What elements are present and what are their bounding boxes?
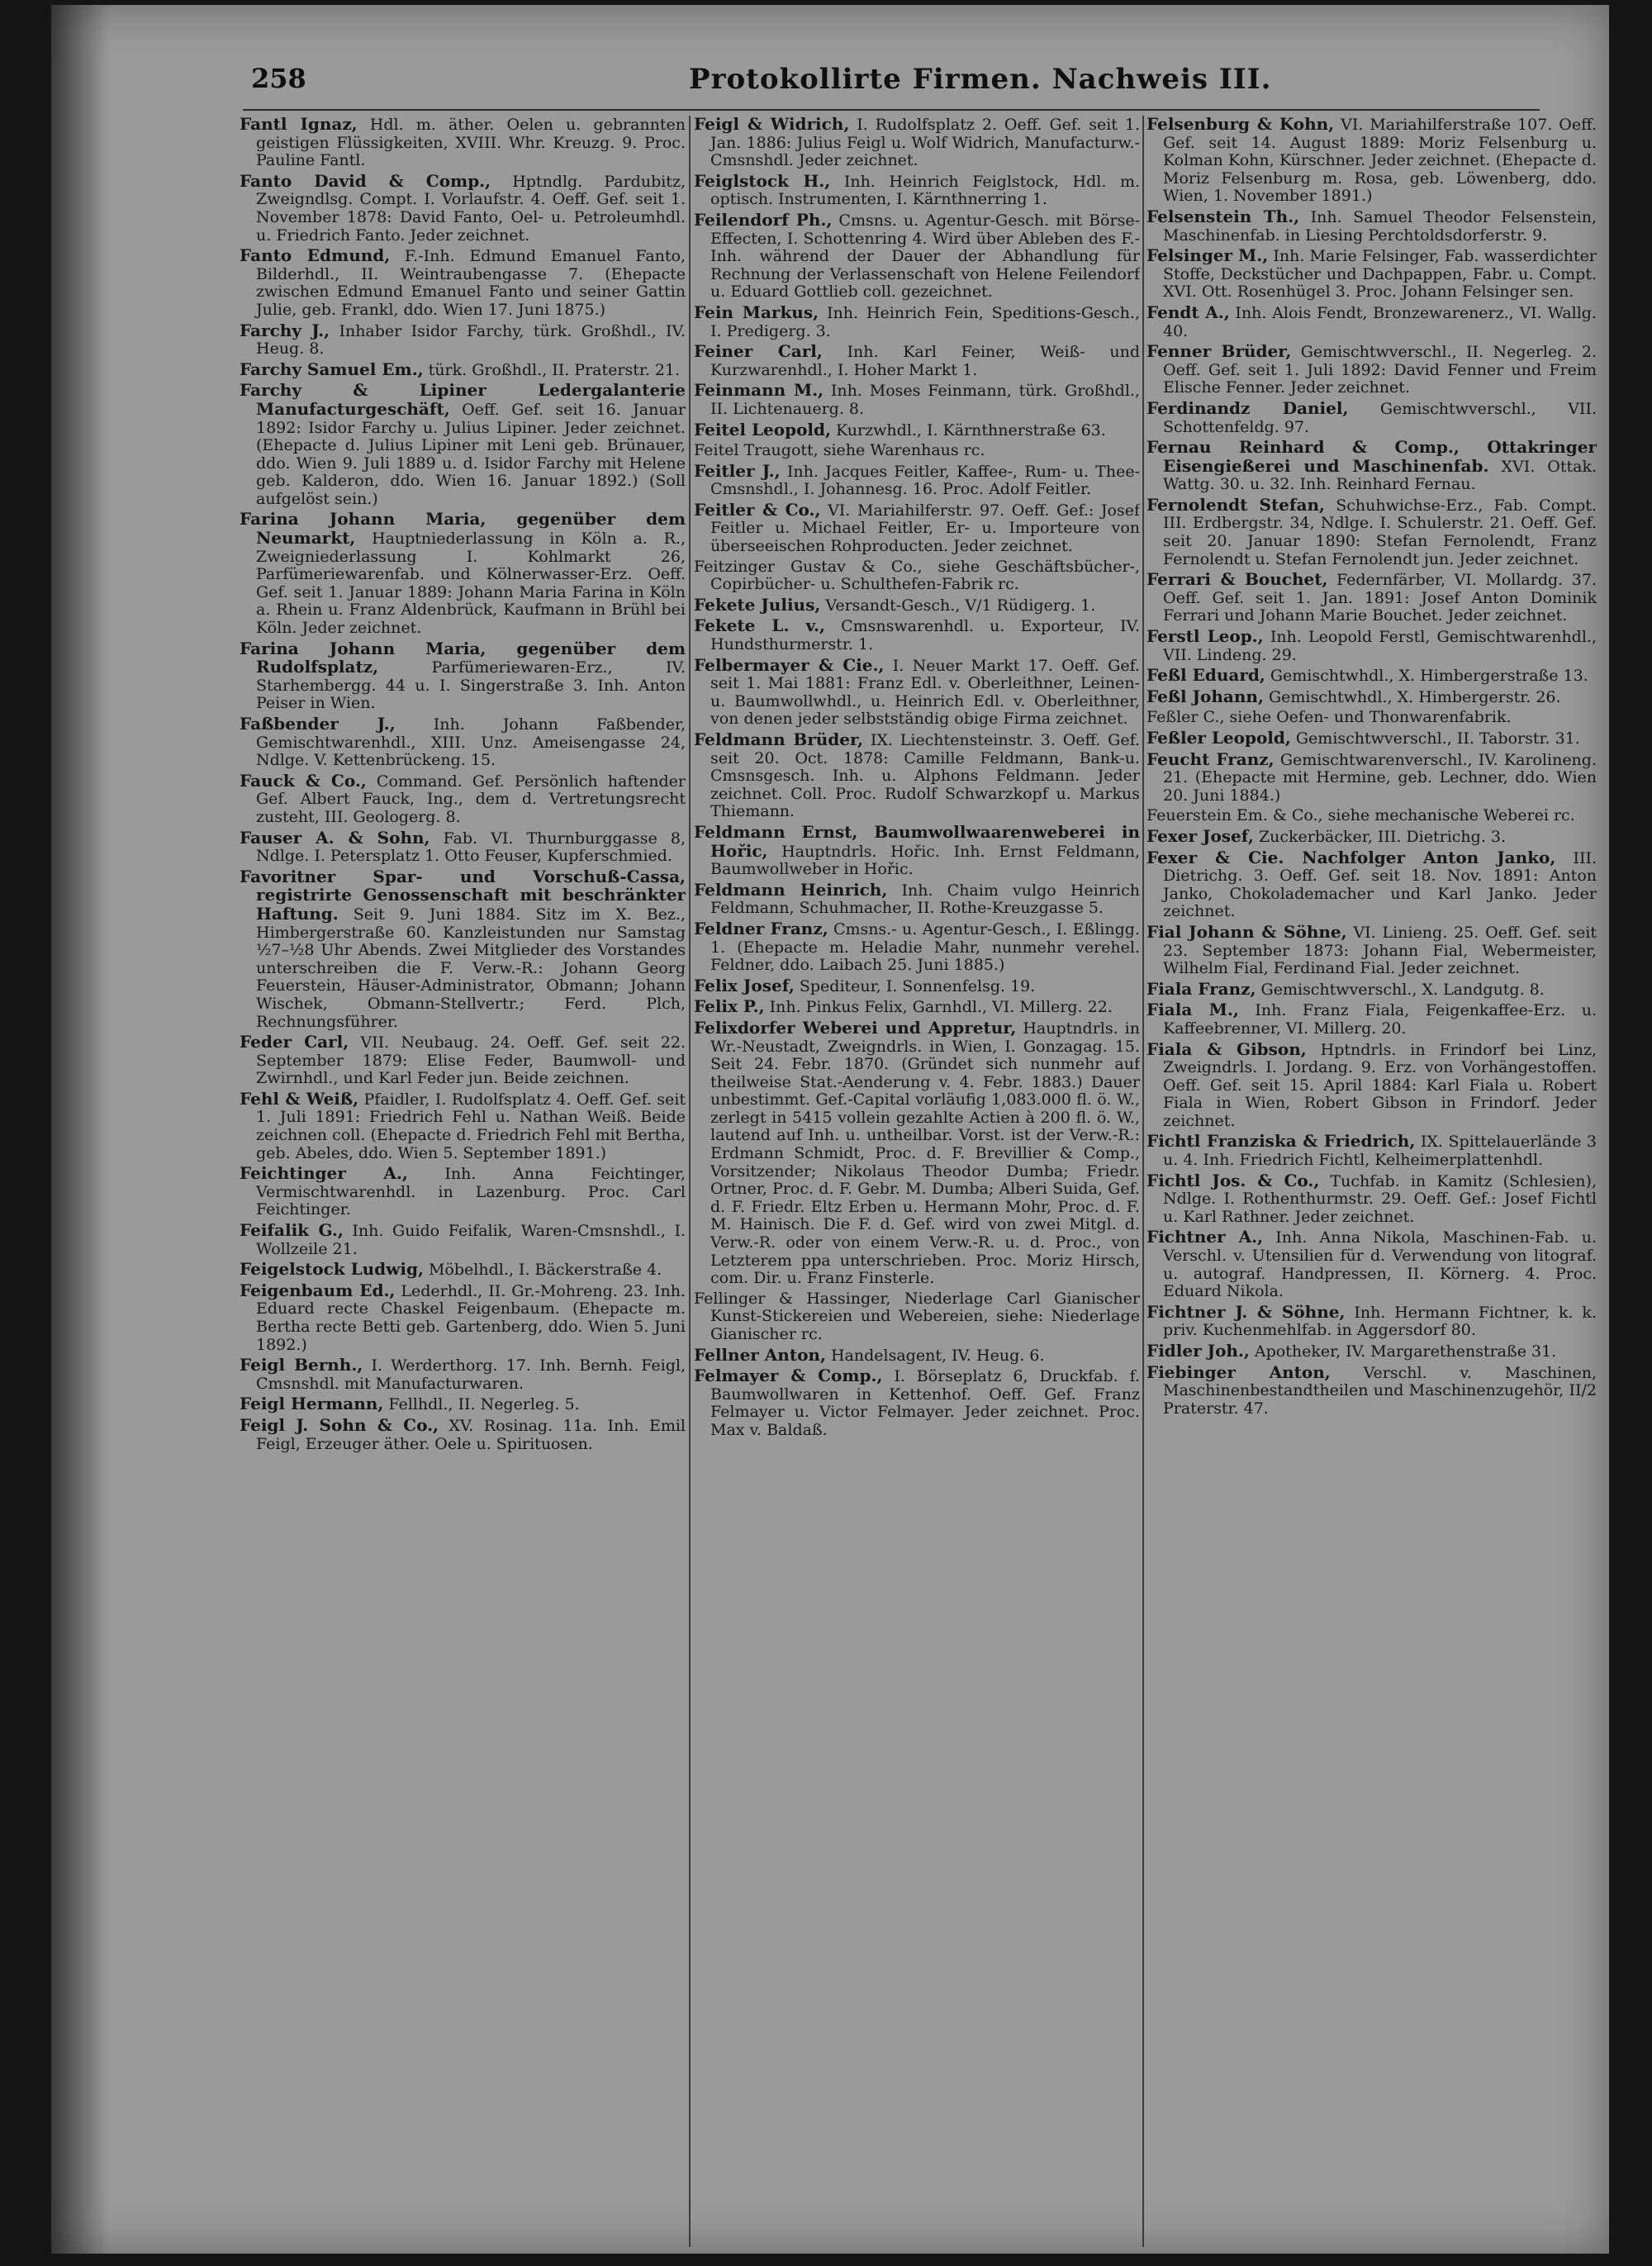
firm-name: Feigelstock Ludwig, bbox=[240, 1259, 424, 1280]
entry-text: Handelsagent, IV. Heug. 6. bbox=[825, 1346, 1045, 1365]
directory-entry bbox=[240, 1222, 686, 1258]
entry-text: F.-Inh. Edmund Emanuel Fanto, Bilderhdl., II. Weintraubengasse 7. (Ehepacte zwischen Edmund Emanuel Fanto und seiner Gattin Julie, geb. Frankl, ddo. Wien 17. Juni 1875.) bbox=[256, 247, 686, 319]
directory-entry bbox=[694, 211, 1140, 302]
entry-text: Command. Gef. Persönlich haftender Gef. Albert Fauck, Ing., dem d. Vertretungsrecht zusteht, III. Geologerg. 8. bbox=[256, 772, 686, 826]
directory-entry bbox=[694, 170, 1140, 209]
firm-name: Feiner Carl, bbox=[694, 341, 823, 362]
directory-entry bbox=[240, 511, 686, 637]
page-header bbox=[251, 63, 1573, 104]
firm-name: Faßbender J., bbox=[240, 714, 396, 734]
directory-entry bbox=[1146, 921, 1597, 978]
directory-entry bbox=[694, 460, 1140, 499]
directory-entry bbox=[240, 247, 686, 319]
firm-name: Fiala M., bbox=[1146, 1000, 1239, 1020]
directory-entry bbox=[1146, 397, 1597, 436]
entry-text: III. Dietrichg. 3. Oeff. Gef. seit 18. Nov. 1891: Anton Janko, Chokolademacher und Karl Janko. Jeder zeichnet. bbox=[1163, 848, 1597, 921]
entry-text: Inh. Karl Feiner, Weiß- und Kurzwarenhdl., I. Hoher Markt 1. bbox=[710, 343, 1140, 379]
entry-text: Pfaidler, I. Rudolfsplatz 4. Oeff. Gef. seit 1. Juli 1891: Friedrich Fehl u. Nathan Weiß. Beide zeichnen coll. (Ehepacte d. Friedrich Fehl mit Bertha, geb. Abeles, ddo. Wien 5. September 1891.) bbox=[256, 1090, 686, 1162]
directory-entry bbox=[1146, 1361, 1597, 1418]
entry-text: Cmsns. u. Agentur-Gesch. mit Börse-Effecten, I. Schottenring 4. Wird über Ableben des F.-Inh. während der Dauer der Abhandlung für Rechnung der Verlassenschaft von Helene Feilendorf u. Eduard Gottlieb coll. gezeichnet. bbox=[710, 211, 1140, 302]
entry-text: Inh. Chaim vulgo Heinrich Feldmann, Schuhmacher, II. Rothe-Kreuzgasse 5. bbox=[710, 881, 1140, 918]
entry-text: I. Neuer Markt 17. Oeff. Gef. seit 1. Mai 1881: Franz Edl. v. Oberleithner, Leinen- u. Baumwollwhdl., u. Heinrich Edl. v. Oberleithner, von denen jeder selbstständig obige Firma zeichnet. bbox=[710, 656, 1140, 729]
entry-text: Feitzinger Gustav & Co., siehe Geschäftsbücher-, Copirbücher- u. Schulthefen-Fabrik rc. bbox=[694, 557, 1140, 594]
directory-entry bbox=[1146, 304, 1597, 340]
directory-entry bbox=[694, 1019, 1140, 1288]
firm-name: Fernau Reinhard & Comp., Ottakringer Eisengießerei und Maschinenfab. bbox=[1146, 437, 1597, 476]
firm-name: Fekete Julius, bbox=[694, 594, 821, 615]
firm-name: Felbermayer & Cie., bbox=[694, 654, 885, 675]
directory-entry bbox=[694, 654, 1140, 729]
directory-entry bbox=[1146, 1133, 1597, 1169]
directory-entry bbox=[1146, 1228, 1597, 1300]
firm-name: Fial Johann & Söhne, bbox=[1146, 921, 1347, 942]
entry-text: Inh. Johann Faßbender, Gemischtwarenhdl., XIII. Unz. Ameisengasse 24, Ndlge. V. Kettenbrückeng. 15. bbox=[256, 715, 686, 770]
entry-text: Hptndrls. in Frindorf bei Linz, Zweigndrls. I. Jordang. 9. Erz. von Vorhängestoffen. Oeff. Gef. seit 15. April 1884: Karl Fiala u. Robert Fiala in Wien, Robert Gibson in Frindorf. Jeder zeichnet. bbox=[1163, 1040, 1597, 1130]
directory-entry bbox=[694, 920, 1140, 975]
firm-name: Feichtinger A., bbox=[240, 1163, 408, 1184]
entry-text: Gemischtwhdl., X. Himbergerstr. 26. bbox=[1263, 687, 1561, 706]
entry-text: Verschl. v. Maschinen, Maschinenbestandtheilen und Maschinenzugehör, II/2 Praterstr. 47. bbox=[1163, 1363, 1597, 1418]
directory-entry bbox=[1146, 709, 1597, 727]
directory-entry bbox=[1146, 571, 1597, 625]
directory-entry bbox=[694, 596, 1140, 615]
firm-name: Fellner Anton, bbox=[694, 1344, 826, 1365]
firm-name: Feßl Johann, bbox=[1146, 686, 1264, 706]
firm-name: Fernolendt Stefan, bbox=[1146, 494, 1325, 515]
directory-entry bbox=[240, 1033, 686, 1088]
entry-text: Parfümeriewaren-Erz., IV. Starhembergg. 44 u. I. Singerstraße 3. Inh. Anton Peiser in Wien. bbox=[256, 658, 686, 713]
entry-text: Gemischtwverschl., II. Negerleg. 2. Oeff. Gef. seit 1. Juli 1892: David Fenner und Freim Elische Fenner. Jeder zeichnet. bbox=[1163, 343, 1597, 397]
column-3 bbox=[1146, 116, 1597, 2247]
firm-name: Fichtl Jos. & Co., bbox=[1146, 1170, 1320, 1190]
entry-text: Hauptndrls. in Wr.-Neustadt, Zweigndrls. in Wien, I. Gonzagag. 15. Seit 24. Febr. 1870. (Gründet sich nunmehr auf theilweise Stat.-Aenderung v. 4. Febr. 1883.) Dauer unbestimmt. Gef.-Capital vorläufig 1,083.000 fl. ö. W., zerlegt in 5415 vollein gezahlte Actien à 200 fl. ö. W., lautend auf Inh. u. untheilbar. Vorst. ist der Verw.-R.: Erdmann Schmidt, Proc. d. F. Brevillier & Comp., Vorsitzender; Nikolaus Theodor Dumba; Friedr. Ortner, Proc. d. F. Gebr. M. Dumba; Alberi Suida, Gef. d. F. Friedr. Eltz Erben u. Hermann Mohr, Proc. d. F. M. Hainisch. Die F. d. Gef. wird von zwei Mitgl. d. Verw.-R. oder von einem Verw.-R. u. d. Proc., von Letzterem ppa unterschrieben. Proc. Moriz Hirsch, com. Dir. u. Franz Finsterle. bbox=[710, 1019, 1140, 1288]
firm-name: Fein Markus, bbox=[694, 302, 819, 322]
directory-entry bbox=[240, 1356, 686, 1393]
firm-name: Feßl Eduard, bbox=[1146, 665, 1265, 686]
entry-text: Inh. Alois Fendt, Bronzewarenerz., VI. Wallg. 40. bbox=[1163, 303, 1597, 340]
directory-entry bbox=[240, 170, 686, 245]
entry-text: IX. Liechtensteinstr. 3. Oeff. Gef. seit 20. Oct. 1878: Camille Feldmann, Bank-u. Cmsnsgesch. Inh. u. Alphons Feldmann. Jeder zeichnet. Coll. Proc. Rudolf Schwarzkopf u. Markus Thiemann. bbox=[710, 731, 1140, 821]
directory-entry bbox=[1146, 729, 1597, 748]
firm-name: Farchy J., bbox=[240, 320, 330, 340]
directory-entry bbox=[240, 868, 686, 1031]
firm-name: Felix Josef, bbox=[694, 975, 795, 995]
entry-text: Inh. Guido Feifalik, Waren-Cmsnshdl., I. Wollzeile 21. bbox=[256, 1222, 686, 1258]
firm-name: Feigl J. Sohn & Co., bbox=[240, 1414, 439, 1435]
firm-name: Fichtner A., bbox=[1146, 1227, 1264, 1247]
directory-entry bbox=[694, 731, 1140, 821]
entry-text: Oeff. Gef. seit 16. Januar 1892: Isidor Farchy u. Julius Lipiner. Jeder zeichnet. (Ehepacte d. Julius Lipiner mit Leni geb. Brünauer, ddo. Wien 9. Juli 1889 u. d. Isidor Farchy mit Helene geb. Kalderon, ddo. Wien 16. Januar 1892.) (Soll aufgelöst sein.) bbox=[256, 400, 686, 508]
directory-entry bbox=[1146, 116, 1597, 206]
firm-name: Fanto Edmund, bbox=[240, 245, 391, 266]
entry-text: I. Werderthorg. 17. Inh. Bernh. Feigl, Cmsnshdl. mit Manufacturwaren. bbox=[256, 1356, 686, 1393]
column-2 bbox=[694, 116, 1140, 2247]
firm-name: Farina Johann Maria, gegenüber dem Neumarkt, bbox=[240, 509, 686, 549]
directory-entry bbox=[1146, 1301, 1597, 1340]
directory-entry bbox=[240, 1090, 686, 1162]
firm-name: Fiala & Gibson, bbox=[1146, 1038, 1307, 1059]
entry-text: Federnfärber, VI. Mollardg. 37. Oeff. Gef. seit 1. Jan. 1891: Josef Anton Dominik Ferrari und Johann Marie Bouchet. Jeder zeichnet. bbox=[1163, 571, 1597, 625]
entry-text: Inh. Heinrich Fein, Speditions-Gesch., I. Predigerg. 3. bbox=[710, 303, 1140, 340]
column-1 bbox=[240, 116, 686, 2247]
entry-text: Fab. VI. Thurnburggasse 8, Ndlge. I. Petersplatz 1. Otto Feuser, Kupferschmied. bbox=[256, 829, 686, 866]
directory-entry bbox=[240, 361, 686, 380]
entry-text: Kurzwhdl., I. Kärnthnerstraße 63. bbox=[830, 420, 1106, 439]
firm-name: Fauser A. & Sohn, bbox=[240, 827, 430, 848]
directory-entry bbox=[240, 829, 686, 866]
firm-name: Favoritner Spar- und Vorschuß-Cassa, registrirte Genossenschaft mit beschränkter Haftung. bbox=[240, 866, 686, 924]
firm-name: Feilendorf Ph., bbox=[694, 209, 833, 230]
entry-text: Gemischtwhdl., X. Himbergerstraße 13. bbox=[1265, 667, 1588, 686]
firm-name: Ferrari & Bouchet, bbox=[1146, 569, 1328, 590]
directory-entry bbox=[1146, 748, 1597, 805]
entry-text: VI. Mariahilferstr. 97. Oeff. Gef.: Josef Feitler u. Michael Feitler, Er- u. Importeure von überseeischen Rohproducten. Jeder zeichnet. bbox=[710, 501, 1140, 556]
firm-name: Felmayer & Comp., bbox=[694, 1366, 883, 1386]
firm-name: Fichtner J. & Söhne, bbox=[1146, 1301, 1346, 1322]
directory-entry bbox=[694, 977, 1140, 996]
directory-entry bbox=[240, 1395, 686, 1414]
firm-name: Feitler J., bbox=[694, 460, 781, 481]
entry-text: Hdl. m. äther. Oelen u. gebrannten geistigen Flüssigkeiten, XVIII. Whr. Kreuzg. 9. Proc. Pauline Fantl. bbox=[256, 116, 686, 170]
entry-text: Cmsnswarenhdl. u. Exporteur, IV. Hundsthurmerstr. 1. bbox=[710, 617, 1140, 654]
column-divider bbox=[1142, 116, 1144, 2247]
firm-name: Feigl & Widrich, bbox=[694, 116, 850, 134]
entry-text: Inh. Pinkus Felix, Garnhdl., VI. Millerg. 22. bbox=[764, 998, 1113, 1017]
entry-text: VII. Neubaug. 24. Oeff. Gef. seit 22. September 1879: Elise Feder, Baumwoll- und Zwirnhdl., und Karl Feder jun. Beide zeichnen. bbox=[256, 1033, 686, 1088]
entry-text: Zuckerbäcker, III. Dietrichg. 3. bbox=[1253, 827, 1507, 846]
directory-entry bbox=[1146, 1038, 1597, 1131]
firm-name: Felix P., bbox=[694, 996, 765, 1017]
directory-entry bbox=[694, 421, 1140, 440]
entry-text: Fellhdl., II. Negerleg. 5. bbox=[383, 1395, 580, 1414]
directory-entry bbox=[240, 382, 686, 508]
firm-name: Fauck & Co., bbox=[240, 770, 367, 791]
directory-entry bbox=[1146, 496, 1597, 568]
firm-name: Feldmann Brüder, bbox=[694, 729, 864, 749]
entry-text: Spediteur, I. Sonnenfelsg. 19. bbox=[794, 976, 1036, 995]
directory-entry bbox=[1146, 343, 1597, 397]
directory-entry bbox=[694, 821, 1140, 879]
firm-name: Feucht Franz, bbox=[1146, 748, 1275, 769]
firm-name: Feßler Leopold, bbox=[1146, 728, 1291, 748]
firm-name: Fekete L. v., bbox=[694, 615, 825, 636]
page-number: 258 bbox=[251, 63, 306, 94]
running-title: Protokollirte Firmen. Nachweis III. bbox=[689, 63, 1272, 96]
entry-text: Schuhwichse-Erz., Fab. Compt. III. Erdbergstr. 34, Ndlge. I. Schulerstr. 21. Oeff. Gef. seit 20. Januar 1890: Stefan Fernolendt, Franz Fernolendt u. Stefan Fernolendt jun. Jeder zeichnet. bbox=[1163, 496, 1597, 568]
directory-entry bbox=[694, 382, 1140, 418]
firm-name: Feitler & Co., bbox=[694, 499, 821, 520]
entry-text: I. Börseplatz 6, Druckfab. f. Baumwollwaren in Kettenhof. Oeff. Gef. Franz Felmayer u. Victor Felmayer. Jeder zeichnet. Proc. Max v. Baldaß. bbox=[710, 1367, 1140, 1439]
directory-entry bbox=[1146, 208, 1597, 245]
entry-text: Möbelhdl., I. Bäckerstraße 4. bbox=[423, 1261, 662, 1280]
directory-entry bbox=[694, 1367, 1140, 1439]
entry-text: Tuchfab. in Kamitz (Schlesien), Ndlge. I. Rothenthurmstr. 29. Oeff. Gef.: Josef Fichtl u. Karl Rathner. Jeder zeichnet. bbox=[1163, 1171, 1597, 1226]
firm-name: Fendt A., bbox=[1146, 302, 1230, 322]
directory-entry bbox=[1146, 628, 1597, 664]
directory-entry bbox=[240, 1261, 686, 1280]
firm-name: Felsenstein Th., bbox=[1146, 206, 1300, 226]
directory-entry bbox=[240, 715, 686, 770]
entry-text: Fellinger & Hassinger, Niederlage Carl Gianischer Kunst-Stickereien und Webereien, siehe: Niederlage Gianischer rc. bbox=[694, 1289, 1140, 1343]
directory-entry bbox=[694, 343, 1140, 379]
firm-name: Felsinger M., bbox=[1146, 245, 1269, 266]
entry-text: Gemischtwarenverschl., IV. Karolineng. 21. (Ehepacte mit Hermine, geb. Lechner, ddo. Wien 20. Juni 1884.) bbox=[1163, 750, 1597, 805]
firm-name: Feinmann M., bbox=[694, 380, 824, 401]
directory-entry bbox=[240, 1165, 686, 1219]
firm-name: Feigl Bernh., bbox=[240, 1355, 363, 1375]
firm-name: Fiebinger Anton, bbox=[1146, 1361, 1331, 1382]
entry-text: XVI. Ottak. Wattg. 30. u. 32. Inh. Reinhard Fernau. bbox=[1163, 457, 1597, 494]
directory-entry bbox=[694, 304, 1140, 340]
firm-name: Fenner Brüder, bbox=[1146, 341, 1292, 362]
entry-text: Inh. Jacques Feitler, Kaffee-, Rum- u. Thee-Cmsnshdl., I. Johannesg. 16. Proc. Adolf Feitler. bbox=[710, 462, 1140, 499]
firm-name: Fidler Joh., bbox=[1146, 1341, 1250, 1361]
entry-text: Feuerstein Em. & Co., siehe mechanische Weberei rc. bbox=[1146, 806, 1575, 825]
directory-entry bbox=[694, 617, 1140, 653]
firm-name: Fexer Josef, bbox=[1146, 825, 1254, 846]
firm-name: Feldmann Heinrich, bbox=[694, 879, 888, 900]
entry-text: Inh. Anna Feichtinger, Vermischtwarenhdl. in Lazenburg. Proc. Carl Feichtinger. bbox=[256, 1165, 686, 1219]
entry-text: Hptndlg. Pardubitz, Zweigndlsg. Compt. I. Vorlaufstr. 4. Oeff. Gef. seit 1. November 1878: David Fanto, Oel- u. Petroleumhdl. u. Friedrich Fanto. Jeder zeichnet. bbox=[256, 172, 686, 245]
directory-entry bbox=[240, 1414, 686, 1453]
entry-text: Inh. Moses Feinmann, türk. Großhdl., II. Lichtenauerg. 8. bbox=[710, 382, 1140, 418]
directory-entry bbox=[1146, 688, 1597, 707]
entry-text: Feitel Traugott, siehe Warenhaus rc. bbox=[694, 441, 985, 460]
directory-entry bbox=[694, 558, 1140, 594]
firm-name: Farchy Samuel Em., bbox=[240, 359, 424, 379]
entry-text: Seit 9. Juni 1884. Sitz im X. Bez., Himbergerstraße 60. Kanzleistunden nur Samstag ½7–½8 Uhr Abends. Zwei Mitglieder des Vorstandes unterschreiben die F. Verw.-R.: Johann Georg Feuerstein, Häuser-Administrator, Obmann; Johann Wischek, Obmann-Stellvertr.; Ferd. Plch, Rechnungsführer. bbox=[256, 905, 686, 1031]
directory-entry bbox=[694, 1290, 1140, 1344]
entry-text: Inh. Marie Felsinger, Fab. wasserdichter Stoffe, Deckstücher und Dachpappen, Fabr. u. Compt. XVI. Ott. Rosenhügel 3. Proc. Johann Felsinger sen. bbox=[1163, 247, 1597, 302]
entry-text: Hauptndrls. Hořic. Inh. Ernst Feldmann, Baumwollweber in Hořic. bbox=[710, 842, 1140, 879]
entry-text: IX. Spittelauerlände 3 u. 4. Inh. Friedrich Fichtl, Kelheimerplattenhdl. bbox=[1163, 1133, 1597, 1170]
directory-entry bbox=[694, 998, 1140, 1017]
entry-text: Inh. Hermann Fichtner, k. k. priv. Kuchenmehlfab. in Aggersdorf 80. bbox=[1163, 1303, 1597, 1340]
directory-entry bbox=[1146, 667, 1597, 686]
column-divider bbox=[689, 116, 691, 2247]
entry-text: Gemischtwverschl., X. Landgutg. 8. bbox=[1256, 980, 1545, 999]
directory-entry bbox=[694, 501, 1140, 556]
firm-name: Feitel Leopold, bbox=[694, 419, 831, 439]
firm-name: Feder Carl, bbox=[240, 1032, 349, 1052]
firm-name: Felsenburg & Kohn, bbox=[1146, 116, 1335, 134]
directory-entry bbox=[1146, 849, 1597, 921]
entry-text: Inh. Franz Fiala, Feigenkaffee-Erz. u. Kaffeebrenner, VI. Millerg. 20. bbox=[1163, 1001, 1597, 1038]
directory-entry bbox=[694, 442, 1140, 460]
directory-entry bbox=[240, 640, 686, 713]
entry-text: XV. Rosinag. 11a. Inh. Emil Feigl, Erzeuger äther. Oele u. Spirituosen. bbox=[256, 1416, 686, 1453]
entry-text: I. Rudolfsplatz 2. Oeff. Gef. seit 1. Jan. 1886: Julius Feigl u. Wolf Widrich, Manufacturw.-Cmsnshdl. Jeder zeichnet. bbox=[710, 116, 1140, 170]
entry-text: türk. Großhdl., II. Praterstr. 21. bbox=[423, 360, 681, 379]
directory-entry bbox=[694, 116, 1140, 170]
firm-name: Feldmann Ernst, Baumwollwaarenweberei in Hořic, bbox=[694, 821, 1140, 861]
directory-entry bbox=[1146, 1001, 1597, 1038]
firm-name: Fanto David & Comp., bbox=[240, 170, 491, 191]
firm-name: Fehl & Weiß, bbox=[240, 1088, 359, 1109]
firm-name: Farchy & Lipiner Ledergalanterie Manufacturgeschäft, bbox=[240, 380, 686, 419]
entry-text: Inhaber Isidor Farchy, türk. Großhdl., IV. Heug. 8. bbox=[256, 321, 686, 359]
directory-entry bbox=[1146, 1342, 1597, 1361]
firm-name: Feigl Hermann, bbox=[240, 1394, 384, 1414]
directory-entry bbox=[694, 881, 1140, 918]
directory-entry bbox=[1146, 439, 1597, 494]
firm-name: Feiglstock H., bbox=[694, 170, 831, 191]
firm-name: Fexer & Cie. Nachfolger Anton Janko, bbox=[1146, 847, 1556, 867]
firm-name: Farina Johann Maria, gegenüber dem Rudolfsplatz, bbox=[240, 638, 686, 677]
entry-text: Inh. Leopold Ferstl, Gemischtwarenhdl., VII. Lindeng. 29. bbox=[1163, 628, 1597, 664]
directory-entry bbox=[1146, 807, 1597, 825]
directory-entry bbox=[1146, 247, 1597, 302]
entry-text: Feßler C., siehe Oefen- und Thonwarenfabrik. bbox=[1146, 708, 1512, 727]
firm-name: Fichtl Franziska & Friedrich, bbox=[1146, 1131, 1416, 1152]
firm-name: Feldner Franz, bbox=[694, 918, 828, 938]
firm-name: Fiala Franz, bbox=[1146, 978, 1256, 999]
entry-text: Cmsns.- u. Agentur-Gesch., I. Eßlingg. 1. (Ehepacte m. Heladie Mahr, nunmehr verehel. Feldner, ddo. Laibach 25. Juni 1885.) bbox=[710, 919, 1140, 975]
firm-name: Fantl Ignaz, bbox=[240, 116, 358, 134]
entry-text: VI. Linieng. 25. Oeff. Gef. seit 23. September 1873: Johann Fial, Webermeister, Wilhelm Fial, Ferdinand Fial. Jeder zeichnet. bbox=[1163, 923, 1597, 978]
directory-entry bbox=[240, 772, 686, 827]
directory-entry bbox=[240, 322, 686, 359]
entry-text: Hauptniederlassung in Köln a. R., Zweigniederlassung I. Kohlmarkt 26, Parfümeriewarenfab. und Kölnerwasser-Erz. Oeff. Gef. seit 1. Januar 1889: Johann Maria Farina in Köln a. Rhein u. Franz Aldenbrück, Kaufmann in Brühl bei Köln. Jeder zeichnet. bbox=[256, 530, 686, 638]
directory-entry bbox=[1146, 1172, 1597, 1227]
firm-name: Ferdinandz Daniel, bbox=[1146, 397, 1349, 418]
entry-text: Inh. Samuel Theodor Felsenstein, Maschinenfab. in Liesing Perchtoldsdorferstr. 9. bbox=[1163, 207, 1597, 245]
header-rule bbox=[243, 109, 1540, 111]
directory-entry bbox=[694, 1344, 1140, 1366]
entry-text: Gemischtwverschl., II. Taborstr. 31. bbox=[1290, 729, 1580, 748]
entry-text: Inh. Anna Nikola, Maschinen-Fab. u. Verschl. v. Utensilien für d. Verwendung von litograf. u. autograf. Handpressen, II. Körnerg. 4. Proc. Eduard Nikola. bbox=[1163, 1228, 1597, 1301]
directory-entry bbox=[240, 1282, 686, 1354]
directory-entry bbox=[240, 116, 686, 170]
entry-text: Versandt-Gesch., V/1 Rüdigerg. 1. bbox=[820, 596, 1096, 615]
entry-text: Apotheker, IV. Margarethenstraße 31. bbox=[1249, 1342, 1557, 1361]
directory-entry bbox=[1146, 825, 1597, 847]
entry-text: VI. Mariahilferstraße 107. Oeff. Gef. seit 14. August 1889: Moriz Felsenburg u. Kolman Kohn, Kürschner. Jeder zeichnet. (Ehepacte d. Moriz Felsenburg m. Rosa, geb. Löwenberg, ddo. Wien, 1. November 1891.) bbox=[1163, 116, 1597, 206]
entry-text: Lederhdl., II. Gr.-Mohreng. 23. Inh. Eduard recte Chaskel Feigenbaum. (Ehepacte m. Bertha recte Betti geb. Gartenberg, ddo. Wien 5. Juni 1892.) bbox=[256, 1281, 686, 1354]
firm-name: Feifalik G., bbox=[240, 1220, 344, 1241]
directory-entry bbox=[1146, 978, 1597, 1000]
entry-text: Gemischtwverschl., VII. Schottenfeldg. 97. bbox=[1163, 399, 1597, 436]
firm-name: Feigenbaum Ed., bbox=[240, 1280, 396, 1300]
firm-name: Ferstl Leop., bbox=[1146, 626, 1264, 647]
entry-text: Inh. Heinrich Feiglstock, Hdl. m. optisch. Instrumenten, I. Kärnthnerring 1. bbox=[710, 172, 1140, 209]
firm-name: Felixdorfer Weberei und Appretur, bbox=[694, 1017, 1017, 1038]
